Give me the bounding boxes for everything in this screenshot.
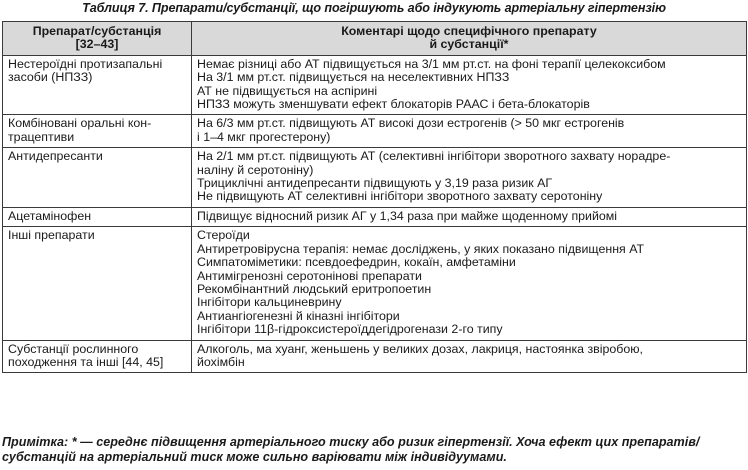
- drug-line: походження та інші [44, 45]: [8, 354, 164, 369]
- drug-line: Антидепресанти: [8, 149, 103, 164]
- comments-cell: [192, 340, 747, 373]
- comments-cell: [192, 227, 747, 340]
- table-row: [3, 207, 747, 226]
- header-comments-line: й субстанції*: [429, 37, 509, 52]
- drug-cell: [3, 207, 192, 226]
- table-header-row: [3, 22, 747, 56]
- drug-line: засоби (НПЗЗ): [8, 70, 93, 85]
- comments-cell: [192, 115, 747, 148]
- comment-line: Антимігренозні серотонінові препарати: [197, 268, 422, 283]
- table-row: [3, 227, 747, 340]
- table-footnote: [2, 435, 746, 465]
- comment-line: Антиретровірусна терапія: немає досліджень, у яких показано підвищення АТ: [197, 241, 645, 256]
- drug-line: Комбіновані оральні кон-: [8, 116, 152, 131]
- comment-line: Алкоголь, ма хуанг, женьшень у великих дозах, лакриця, настоянка звіробою,: [197, 341, 643, 356]
- drug-table: [2, 21, 747, 373]
- comment-line: Інгібітори 11β-гідроксистероїддегідрогенази 2-го типу: [197, 322, 503, 337]
- drug-line: Субстанції рослинного: [8, 341, 139, 356]
- header-drug-line: [32–43]: [75, 37, 119, 52]
- header-drug: [3, 22, 192, 56]
- footnote-label: Примітка:: [2, 435, 69, 449]
- table-row: [3, 115, 747, 148]
- comment-line: Немає різниці або АТ підвищується на 3/1 мм рт.ст. на фоні терапії целекоксибом: [197, 56, 666, 71]
- drug-cell: [3, 148, 192, 208]
- comment-line: йохімбін: [197, 354, 245, 369]
- drug-line: трацептиви: [8, 129, 75, 144]
- comment-line: наліну й серотоніну): [197, 162, 314, 177]
- comments-cell: [192, 207, 747, 226]
- table-caption: Таблиця 7. Препарати/субстанції, що погіршують або індукують артеріальну гіпертензію: [82, 1, 666, 15]
- comment-line: АТ не підвищується на аспірині: [197, 83, 378, 98]
- comment-line: На 2/1 мм рт.ст. підвищують АТ (селективні інгібітори зворотного захвату норадре-: [197, 149, 671, 164]
- header-drug-line: Препарат/субстанція: [32, 24, 162, 38]
- comment-line: Підвищує відносний ризик АГ у 1,34 раза при майже щоденному прийомі: [197, 208, 618, 223]
- footnote-text-line: субстанцій на артеріальний тиск може сильно варіювати між індивідуумами.: [2, 450, 507, 464]
- comment-line: Рекомбінантний людський еритропоетин: [197, 281, 432, 296]
- comments-cell: [192, 148, 747, 208]
- comment-line: Симпатоміметики: псевдоефедрин, кокаїн, амфетаміни: [197, 255, 516, 270]
- comment-line: і 1–4 мкг прогестерону): [197, 129, 331, 144]
- drug-cell: [3, 340, 192, 373]
- table-row: [3, 340, 747, 373]
- comment-line: Не підвищують АТ селективні інгібітори зворотного захвату серотоніну: [197, 189, 603, 204]
- drug-line: Нестероїдні протизапальні: [8, 56, 163, 71]
- drug-cell: [3, 55, 192, 115]
- drug-line: Ацетамінофен: [8, 208, 92, 223]
- comment-line: Трициклічні антидепресанти підвищують у 3,19 раза ризик АГ: [197, 176, 553, 191]
- table-row: [3, 148, 747, 208]
- comment-line: НПЗЗ можуть зменшувати ефект блокаторів РААС і бета-блокаторів: [197, 97, 590, 112]
- comment-line: Антиангіогенезні й кіназні інгібітори: [197, 308, 400, 323]
- comment-line: Стероїди: [197, 228, 250, 243]
- drug-cell: [3, 227, 192, 340]
- header-comments: [192, 22, 747, 56]
- table-row: [3, 55, 747, 115]
- drug-line: Інші препарати: [8, 228, 95, 243]
- comment-line: На 3/1 мм рт.ст. підвищується на неселективних НПЗЗ: [197, 70, 510, 85]
- comment-line: Інгібітори кальциневрину: [197, 295, 342, 310]
- comments-cell: [192, 55, 747, 115]
- drug-cell: [3, 115, 192, 148]
- footnote-text-line: * — середнє підвищення артеріального тиску або ризик гіпертензії. Хоча ефект цих препаратів/: [68, 435, 700, 449]
- header-comments-line: Коментарі щодо специфічного препарату: [341, 24, 597, 38]
- comment-line: На 6/3 мм рт.ст. підвищують АТ високі дози естрогенів (> 50 мкг естрогенів: [197, 116, 625, 131]
